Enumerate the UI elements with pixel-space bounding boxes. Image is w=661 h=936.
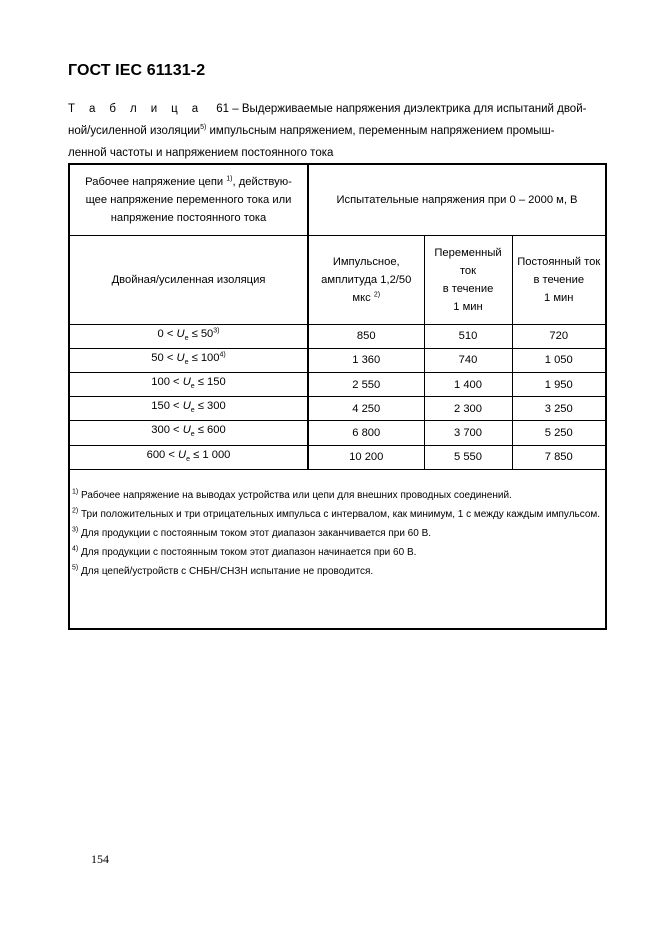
dc-value: 1 050 bbox=[512, 348, 606, 372]
table-row bbox=[69, 397, 606, 421]
footnote: $^{1)}$ Рабочее напряжение на выводах устройства или цепи для внешних проводных соединений. bbox=[72, 488, 512, 501]
range-cell: $100 < U_e \le 150$ bbox=[69, 372, 308, 396]
footnote: $^{3)}$ Для продукции с постоянным током этот диапазон заканчивается при 60 В. bbox=[72, 526, 432, 539]
table-caption bbox=[68, 98, 602, 164]
table-row bbox=[69, 445, 606, 469]
dc-value: 720 bbox=[512, 324, 606, 348]
table-row bbox=[69, 421, 606, 445]
caption-text-1: – Выдерживаемые напряжения диэлектрика для испытаний двой- bbox=[229, 103, 587, 115]
range-cell: $300 < U_e \le 600$ bbox=[69, 421, 308, 445]
dc-value: 3 250 bbox=[512, 397, 606, 421]
ac-value: 2 300 bbox=[424, 397, 512, 421]
impulse-value: 4 250 bbox=[308, 397, 424, 421]
page-number: 154 bbox=[91, 852, 109, 866]
document-title: ГОСТ IEC 61131-2 bbox=[68, 62, 206, 79]
impulse-value: 1 360 bbox=[308, 348, 424, 372]
header-ac: Переменный ток в течение 1 мин bbox=[424, 235, 512, 324]
dc-value: 1 950 bbox=[512, 372, 606, 396]
footnote: $^{5)}$ Для цепей/устройств с СНБН/СНЗН испытание не проводится. bbox=[72, 564, 374, 577]
caption-label: Т а б л и ц а bbox=[68, 103, 204, 115]
header-dc: Постоянный ток в течение 1 мин bbox=[512, 235, 606, 324]
voltage-table bbox=[68, 163, 607, 630]
impulse-value: 850 bbox=[308, 324, 424, 348]
header-test-voltages: Испытательные напряжения при 0 – 2000 м, В bbox=[308, 164, 606, 235]
impulse-value: 2 550 bbox=[308, 372, 424, 396]
dc-value: 5 250 bbox=[512, 421, 606, 445]
header-impulse: Импульсное, амплитуда 1,2/50 мкс $^{2)}$ bbox=[308, 235, 424, 324]
table-row bbox=[69, 324, 606, 348]
range-cell: $600 < U_e \le 1$ 000 bbox=[69, 445, 308, 469]
impulse-value: 6 800 bbox=[308, 421, 424, 445]
header-working-voltage: Рабочее напряжение цепи $^{1)}$, действую- щее напряжение переменного тока или напряжение постоянного тока bbox=[69, 164, 308, 235]
footnotes-cell bbox=[69, 469, 606, 629]
table-row bbox=[69, 348, 606, 372]
header-double-insulation: Двойная/усиленная изоляция bbox=[69, 235, 308, 324]
caption-text-4: ленной частоты и напряжением постоянного тока bbox=[68, 147, 334, 159]
dc-value: 7 850 bbox=[512, 445, 606, 469]
caption-footnote-ref: 5) bbox=[200, 124, 207, 132]
caption-number: 61 bbox=[216, 103, 230, 115]
footnotes-list bbox=[72, 486, 603, 581]
ac-value: 740 bbox=[424, 348, 512, 372]
range-cell: $0 < U_e \le 50^{3)}$ bbox=[69, 324, 308, 348]
footnote: $^{4)}$ Для продукции с постоянным током этот диапазон начинается при 60 В. bbox=[72, 545, 417, 558]
ac-value: 1 400 bbox=[424, 372, 512, 396]
impulse-value: 10 200 bbox=[308, 445, 424, 469]
caption-text-2: ной/усиленной изоляции bbox=[68, 125, 201, 137]
table-row bbox=[69, 372, 606, 396]
range-cell: $150 < U_e \le 300$ bbox=[69, 397, 308, 421]
ac-value: 5 550 bbox=[424, 445, 512, 469]
range-cell: $50 < U_e \le 100^{4)}$ bbox=[69, 348, 308, 372]
footnote: $^{2)}$ Три положительных и три отрицательных импульса с интервалом, как минимум, 1 с между каждым импульсом. bbox=[72, 507, 601, 520]
ac-value: 510 bbox=[424, 324, 512, 348]
ac-value: 3 700 bbox=[424, 421, 512, 445]
caption-text-3: импульсным напряжением, переменным напряжением промыш- bbox=[206, 125, 555, 137]
